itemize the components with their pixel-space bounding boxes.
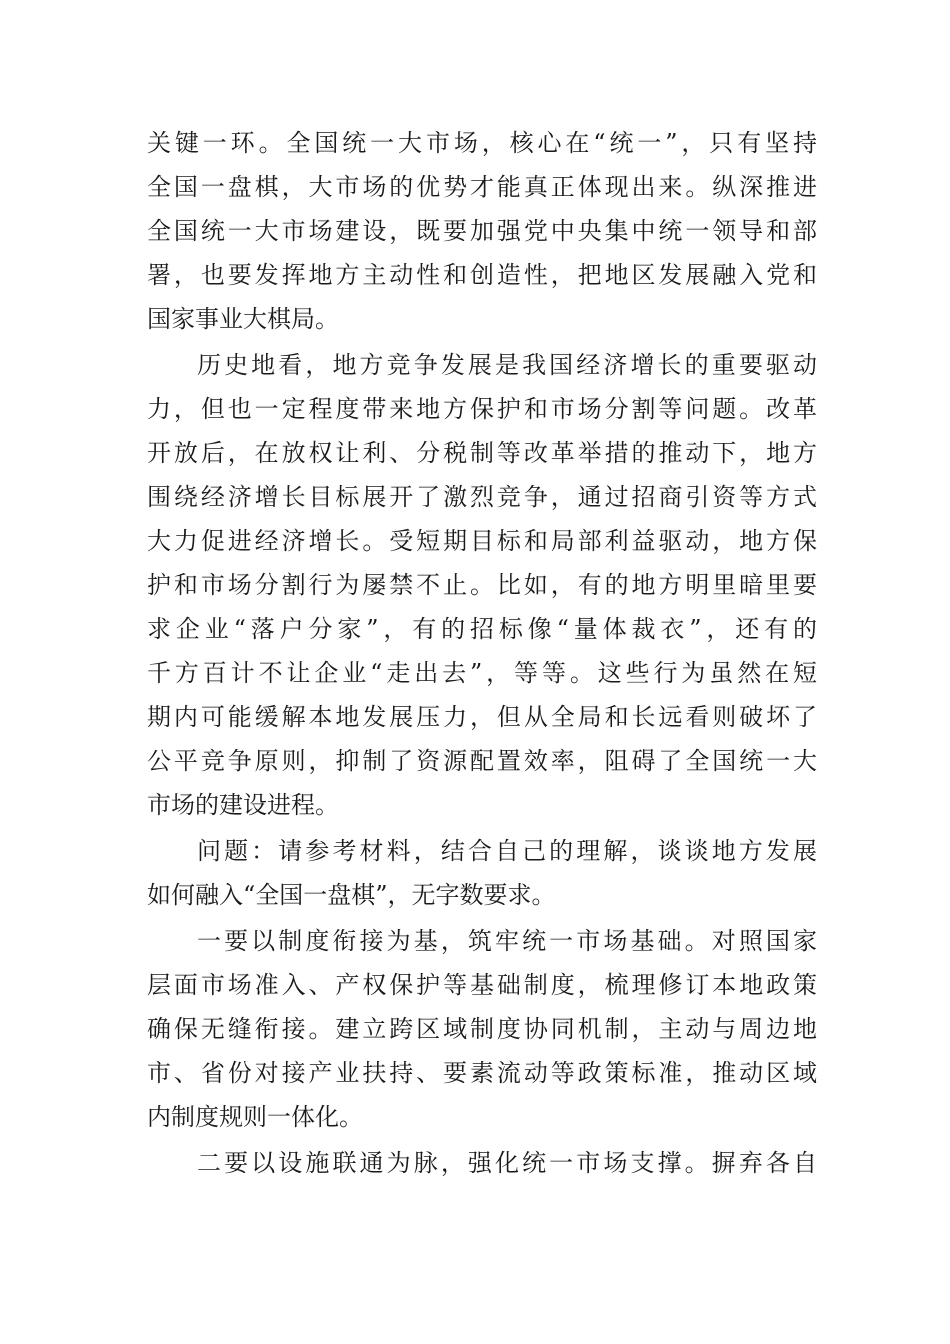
paragraph-first-line: 一要以制度衔接为基，筑牢统一市场基础。对照国家 [197,927,817,955]
text-line: 市、省份对接产业扶持、要素流动等政策标准，推动区域 [147,1059,817,1087]
text-line: 市场的建设进程。 [147,791,339,819]
text-line: 内制度规则一体化。 [147,1103,363,1131]
question-first-line: 问题：请参考材料，结合自己的理解，谈谈地方发展 [197,837,817,865]
text-line: 开放后，在放权让利、分税制等改革举措的推动下，地方 [147,439,817,467]
paragraph-first-line: 二要以设施联通为脉，强化统一市场支撑。摒弃各自 [197,1149,817,1177]
text-line: 国家事业大棋局。 [147,305,339,333]
text-line: 署，也要发挥地方主动性和创造性，把地区发展融入党和 [147,261,817,289]
paragraph-first-line: 历史地看，地方竞争发展是我国经济增长的重要驱动 [197,351,817,379]
text-line: 力，但也一定程度带来地方保护和市场分割等问题。改革 [147,395,817,423]
text-line: 层面市场准入、产权保护等基础制度，梳理修订本地政策 [147,971,817,999]
text-line: 公平竞争原则，抑制了资源配置效率，阻碍了全国统一大 [147,747,817,775]
text-line: 关键一环。全国统一大市场，核心在“统一”，只有坚持 [147,129,817,157]
text-line: 全国一盘棋，大市场的优势才能真正体现出来。纵深推进 [147,173,817,201]
text-line: 求企业“落户分家”，有的招标像“量体裁衣”，还有的 [147,615,817,643]
text-line: 全国统一大市场建设，既要加强党中央集中统一领导和部 [147,217,817,245]
text-line: 护和市场分割行为屡禁不止。比如，有的地方明里暗里要 [147,571,817,599]
text-line: 如何融入“全国一盘棋”，无字数要求。 [147,881,556,909]
text-line: 大力促进经济增长。受短期目标和局部利益驱动，地方保 [147,527,817,555]
text-line: 确保无缝衔接。建立跨区域制度协同机制，主动与周边地 [147,1015,817,1043]
text-line: 期内可能缓解本地发展压力，但从全局和长远看则破坏了 [147,703,817,731]
text-line: 围绕经济增长目标展开了激烈竞争，通过招商引资等方式 [147,483,817,511]
text-line: 千方百计不让企业“走出去”，等等。这些行为虽然在短 [147,659,817,687]
